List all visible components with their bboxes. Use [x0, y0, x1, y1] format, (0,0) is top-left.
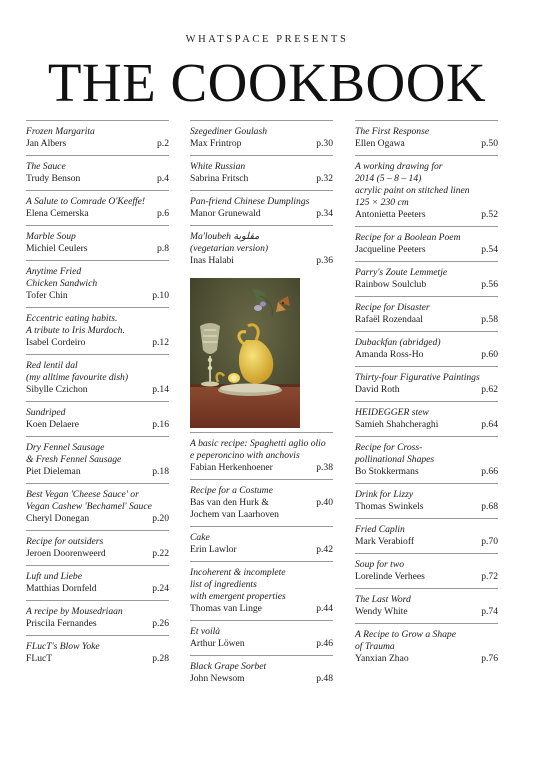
- recipe-author: Lorelinde Verhees: [355, 571, 425, 582]
- page-number: p.32: [316, 173, 333, 184]
- recipe-author: Inas Halabi: [190, 255, 234, 266]
- recipe-entry: [355, 261, 498, 296]
- recipe-author: Cheryl Donegan: [26, 513, 90, 524]
- page-number: p.76: [481, 653, 498, 664]
- page-number: p.26: [152, 618, 169, 629]
- column-1: [26, 120, 169, 670]
- page-number: p.30: [316, 138, 333, 149]
- recipe-author: Antonietta Peeters: [355, 209, 426, 220]
- recipe-title: Recipe for a Boolean Poem: [355, 232, 461, 243]
- recipe-author: Jan Albers: [26, 138, 67, 149]
- recipe-entry: [355, 401, 498, 436]
- author-row: [355, 653, 498, 665]
- recipe-title: FLucT's Blow Yoke: [26, 641, 100, 652]
- recipe-entry: [26, 483, 169, 530]
- page-number: p.14: [152, 384, 169, 395]
- author-row: [26, 138, 169, 150]
- recipe-author: Samieh Shahcheraghi: [355, 419, 439, 430]
- page-number: p.28: [152, 653, 169, 664]
- recipe-author: Fabian Herkenhoener: [190, 462, 273, 473]
- author-row: [26, 653, 169, 665]
- recipe-title: Soup for two: [355, 559, 405, 570]
- recipe-title: The Sauce: [26, 161, 66, 172]
- recipe-author: Jacqueline Peeters: [355, 244, 426, 255]
- author-row: [26, 208, 169, 220]
- still-life-painting: [190, 278, 300, 428]
- recipe-author: Thomas Swinkels: [355, 501, 424, 512]
- page-number: p.34: [316, 208, 333, 219]
- page-number: p.40: [316, 497, 333, 508]
- recipe-entry: [26, 600, 169, 635]
- recipe-entry: [355, 518, 498, 553]
- recipe-title: Frozen Margarita: [26, 126, 95, 137]
- recipe-title: Dubackfan (abridged): [355, 337, 441, 348]
- recipe-title: Red lentil dal (my alltime favourite dish): [26, 360, 129, 383]
- author-row: [26, 173, 169, 185]
- recipe-entry: [26, 190, 169, 225]
- recipe-author: Jeroen Doorenweerd: [26, 548, 106, 559]
- recipe-title: Recipe for Disaster: [355, 302, 430, 313]
- recipe-title: Black Grape Sorbet: [190, 661, 267, 672]
- recipe-author: Erin Lawlor: [190, 544, 237, 555]
- page-number: p.56: [481, 279, 498, 290]
- recipe-author: Trudy Benson: [26, 173, 81, 184]
- recipe-author: Matthias Dornfeld: [26, 583, 97, 594]
- column-2-bottom-entries: [190, 432, 333, 690]
- recipe-entry: [190, 432, 333, 479]
- page-number: p.24: [152, 583, 169, 594]
- recipe-author: Piet Dieleman: [26, 466, 81, 477]
- page-number: p.16: [152, 419, 169, 430]
- recipe-entry: [26, 354, 169, 401]
- recipe-entry: [190, 479, 333, 526]
- author-row: [26, 384, 169, 396]
- page-number: p.50: [481, 138, 498, 149]
- recipe-author: Arthur Löwen: [190, 638, 245, 649]
- author-row: [355, 571, 498, 583]
- recipe-author: Yanxian Zhao: [355, 653, 409, 664]
- recipe-author: FLucT: [26, 653, 53, 664]
- author-row: [26, 513, 169, 525]
- author-row: [355, 209, 498, 221]
- recipe-title: Cake: [190, 532, 210, 543]
- page-number: p.6: [157, 208, 169, 219]
- recipe-entry: [190, 526, 333, 561]
- recipe-entry: [355, 296, 498, 331]
- recipe-entry: [355, 553, 498, 588]
- recipe-title: A basic recipe: Spaghetti aglio olio e peperoncino with anchovis: [190, 438, 326, 461]
- recipe-title: The First Response: [355, 126, 430, 137]
- author-row: [190, 544, 333, 556]
- recipe-entry: [190, 155, 333, 190]
- author-row: [26, 583, 169, 595]
- recipe-title: Fried Caplin: [355, 524, 405, 535]
- author-row: [190, 173, 333, 185]
- recipe-entry: [26, 401, 169, 436]
- recipe-author: Priscila Fernandes: [26, 618, 97, 629]
- recipe-entry: [190, 190, 333, 225]
- recipe-title: Szegediner Goulash: [190, 126, 268, 137]
- recipe-title: A Salute to Comrade O'Keeffe!: [26, 196, 146, 207]
- author-row: [355, 501, 498, 513]
- recipe-entry: [190, 225, 333, 272]
- page-number: p.70: [481, 536, 498, 547]
- page-number: p.20: [152, 513, 169, 524]
- page-number: p.38: [316, 462, 333, 473]
- recipe-author: David Roth: [355, 384, 400, 395]
- page-number: p.42: [316, 544, 333, 555]
- recipe-author: Ellen Ogawa: [355, 138, 405, 149]
- recipe-author: Amanda Ross-Ho: [355, 349, 424, 360]
- author-row: [355, 349, 498, 361]
- recipe-title: Drink for Lizzy: [355, 489, 414, 500]
- page-number: p.46: [316, 638, 333, 649]
- recipe-title: A working drawing for 2014 (5 – 8 – 14) acrylic paint on stitched linen 125 × 230 cm: [355, 161, 470, 208]
- author-row: [190, 462, 333, 474]
- page-number: p.64: [481, 419, 498, 430]
- recipe-author: Mark Verabioff: [355, 536, 415, 547]
- recipe-entry: [355, 155, 498, 226]
- page-number: p.2: [157, 138, 169, 149]
- recipe-author: Bo Stokkermans: [355, 466, 419, 477]
- recipe-author: Koen Delaere: [26, 419, 79, 430]
- page-number: p.74: [481, 606, 498, 617]
- author-row: [26, 290, 169, 302]
- column-3: [355, 120, 498, 670]
- recipe-entry: [355, 366, 498, 401]
- recipe-entry: [355, 226, 498, 261]
- recipe-title: A recipe by Mousedriaan: [26, 606, 123, 617]
- recipe-entry: [26, 120, 169, 155]
- recipe-title: Anytime Fried Chicken Sandwich: [26, 266, 98, 289]
- recipe-title: Ma'loubeh مقلوبة (vegetarian version): [190, 231, 269, 254]
- author-row: [26, 243, 169, 255]
- recipe-title: Marble Soup: [26, 231, 76, 242]
- recipe-title: Dry Fennel Sausage & Fresh Fennel Sausage: [26, 442, 122, 465]
- author-row: [355, 314, 498, 326]
- recipe-author: Rainbow Soulclub: [355, 279, 427, 290]
- page-number: p.52: [481, 209, 498, 220]
- page-number: p.58: [481, 314, 498, 325]
- recipe-author: Manor Grunewald: [190, 208, 261, 219]
- recipe-entry: [26, 260, 169, 307]
- recipe-title: Recipe for outsiders: [26, 536, 104, 547]
- still-life-painting-image: [190, 278, 300, 428]
- recipe-entry: [26, 155, 169, 190]
- recipe-author: Sabrina Fritsch: [190, 173, 249, 184]
- recipe-title: Et voilà: [190, 626, 221, 637]
- recipe-entry: [355, 120, 498, 155]
- author-row: [355, 138, 498, 150]
- recipe-entry: [355, 436, 498, 483]
- recipe-entry: [355, 588, 498, 623]
- page-title: THE COOKBOOK: [47, 52, 487, 113]
- page-number: p.66: [481, 466, 498, 477]
- author-row: [26, 337, 169, 349]
- recipe-author: Sibylle Czichon: [26, 384, 88, 395]
- recipe-title: Recipe for Cross- pollinational Shapes: [355, 442, 435, 465]
- author-row: [355, 536, 498, 548]
- page-number: p.10: [152, 290, 169, 301]
- page-number: p.36: [316, 255, 333, 266]
- author-row: [190, 638, 333, 650]
- recipe-entry: [26, 565, 169, 600]
- author-row: [355, 419, 498, 431]
- recipe-title: Luft und Liebe: [26, 571, 82, 582]
- recipe-author: Bas van den Hurk & Jochem van Laarhoven: [190, 497, 279, 520]
- recipe-entry: [190, 561, 333, 620]
- recipe-entry: [26, 436, 169, 483]
- recipe-title: White Russian: [190, 161, 246, 172]
- recipe-author: John Newsom: [190, 673, 245, 684]
- recipe-author: Thomas van Linge: [190, 603, 262, 614]
- author-row: [26, 466, 169, 478]
- author-row: [355, 466, 498, 478]
- recipe-entry: [26, 225, 169, 260]
- page-number: p.4: [157, 173, 169, 184]
- page-number: p.44: [316, 603, 333, 614]
- presents-line: WHATSPACE PRESENTS: [185, 34, 349, 45]
- author-row: [355, 384, 498, 396]
- recipe-title: Sundriped: [26, 407, 66, 418]
- recipe-title: Parry's Zoute Lemmetje: [355, 267, 448, 278]
- recipe-title: Best Vegan 'Cheese Sauce' or Vegan Cashew 'Bechamel' Sauce: [26, 489, 152, 512]
- recipe-entry: [190, 655, 333, 690]
- author-row: [190, 603, 333, 615]
- recipe-author: Isabel Cordeiro: [26, 337, 86, 348]
- recipe-title: Incoherent & incomplete list of ingredients with emergent properties: [190, 567, 286, 602]
- recipe-title: Eccentric eating habits. A tribute to Iris Murdoch.: [26, 313, 125, 336]
- author-row: [190, 208, 333, 220]
- author-row: [26, 419, 169, 431]
- recipe-author: Elena Cemerska: [26, 208, 89, 219]
- page-number: p.12: [152, 337, 169, 348]
- recipe-title: Thirty-four Figurative Paintings: [355, 372, 480, 383]
- page-number: p.22: [152, 548, 169, 559]
- page-number: p.60: [481, 349, 498, 360]
- recipe-title: The Last Word: [355, 594, 411, 605]
- author-row: [355, 606, 498, 618]
- page-number: p.54: [481, 244, 498, 255]
- page-number: p.62: [481, 384, 498, 395]
- recipe-entry: [190, 620, 333, 655]
- recipe-entry: [26, 635, 169, 670]
- recipe-author: Rafaël Rozendaal: [355, 314, 423, 325]
- author-row: [355, 279, 498, 291]
- page-number: p.72: [481, 571, 498, 582]
- page-number: p.48: [316, 673, 333, 684]
- author-row: [26, 618, 169, 630]
- author-row: [190, 255, 333, 267]
- recipe-entry: [355, 331, 498, 366]
- recipe-title: HEIDEGGER stew: [355, 407, 429, 418]
- recipe-author: Michiel Ceulers: [26, 243, 88, 254]
- page-number: p.18: [152, 466, 169, 477]
- page-number: p.68: [481, 501, 498, 512]
- author-row: [190, 673, 333, 685]
- recipe-entry: [355, 623, 498, 670]
- recipe-entry: [26, 307, 169, 354]
- recipe-author: Wendy White: [355, 606, 408, 617]
- recipe-author: Tofer Chin: [26, 290, 68, 301]
- author-row: [190, 497, 333, 521]
- recipe-title: A Recipe to Grow a Shape of Trauma: [355, 629, 456, 652]
- author-row: [26, 548, 169, 560]
- recipe-title: Recipe for a Costume: [190, 485, 273, 496]
- recipe-author: Max Frintrop: [190, 138, 242, 149]
- recipe-entry: [26, 530, 169, 565]
- column-2-top-entries: [190, 120, 333, 272]
- author-row: [190, 138, 333, 150]
- column-2: [190, 120, 333, 690]
- page-number: p.8: [157, 243, 169, 254]
- recipe-entry: [190, 120, 333, 155]
- author-row: [355, 244, 498, 256]
- recipe-title: Pan-friend Chinese Dumplings: [190, 196, 310, 207]
- recipe-entry: [355, 483, 498, 518]
